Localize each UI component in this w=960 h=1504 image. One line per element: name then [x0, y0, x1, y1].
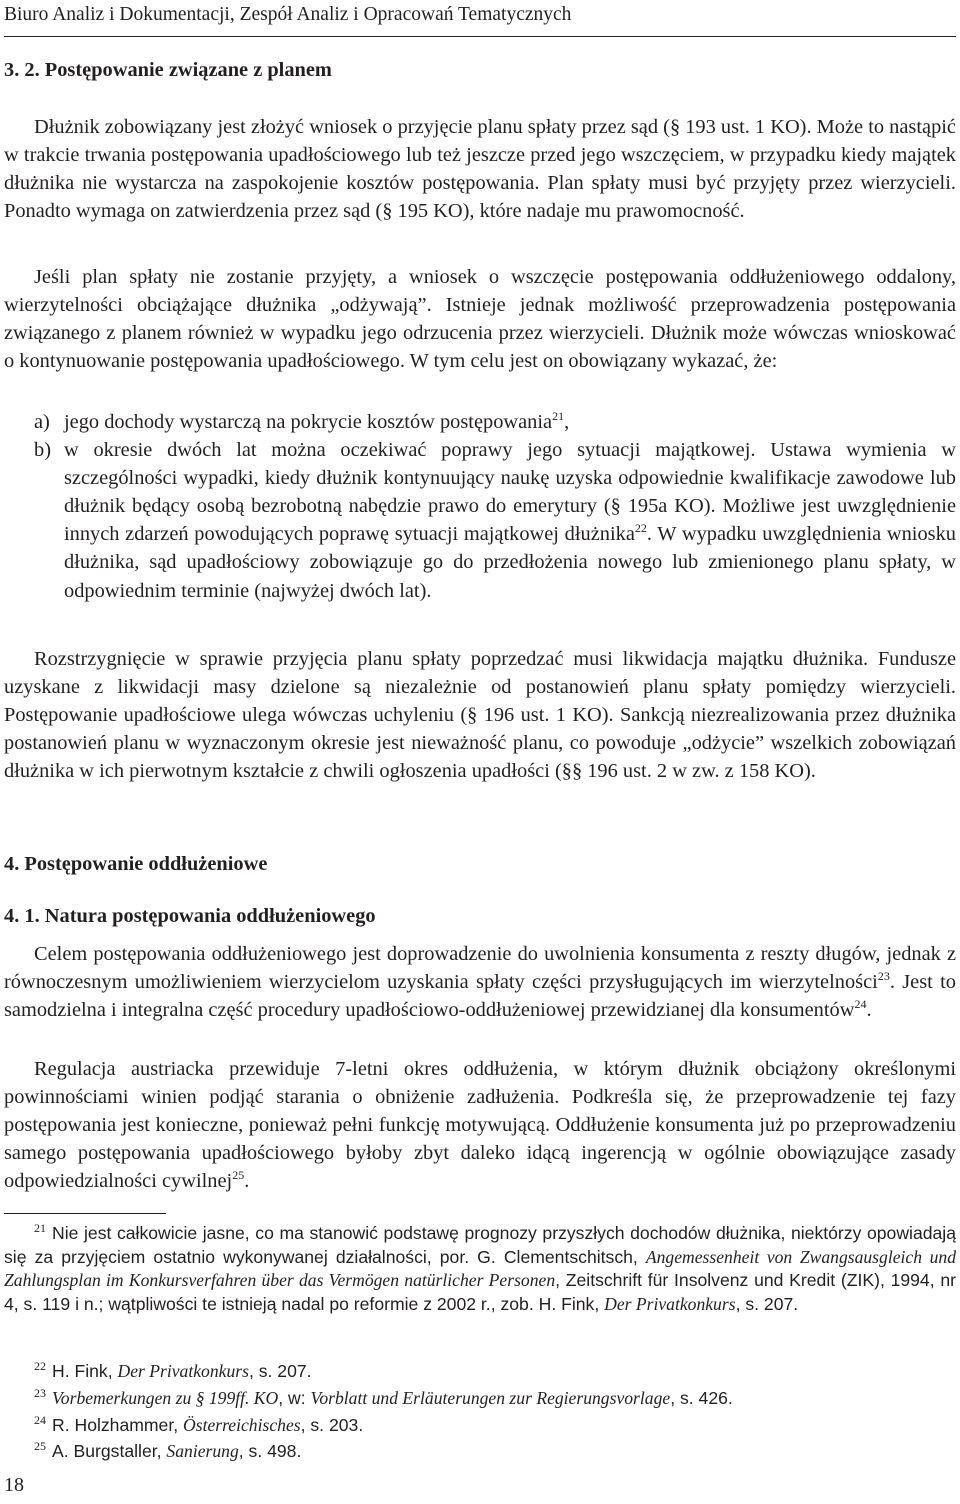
list-item-a: a) jego dochody wystarczą na pokrycie kosztów postępowania$^{21}$, — [4, 408, 956, 436]
header-title: Biuro Analiz i Dokumentacji, Zespół Analiz i Opracowań Tematycznych — [4, 4, 572, 25]
list-marker-b: b) — [34, 439, 51, 462]
paragraph-4-1-1: Celem postępowania oddłużeniowego jest doprowadzenie do uwolnienia konsumenta z reszty długów, jednak z równoczesnym umożliwieniem wierzycielom uzyskania spłaty części przysługujących im wierzytelności$^{23}$. Jest to samodzielna i integralna część procedury upadłościowo-oddłużeniowej przewidzianej dla konsumentów$^{24}$. — [4, 943, 956, 1022]
heading-4: 4. Postępowanie oddłużeniowe — [4, 853, 268, 875]
paragraph-4-1-2: Regulacja austriacka przewiduje 7-letni okres oddłużenia, w którym dłużnik obciążony określonymi powinnościami winien podjąć starania o obniżenie zadłużenia. Podkreśla się, że przeprowadzenie tej fazy postępowania jest konieczne, ponieważ pełni funkcję motywującą. Oddłużenie konsumenta już po przeprowadzeniu samego postępowania upadłościowego byłoby zbyt daleko idącą ingerencją w ogólnie obowiązujące zasady odpowiedzialności cywilnej$^{25}$. — [4, 1058, 956, 1193]
footnote-24: $^{24}$ R. Holzhammer, Österreichisches, s. 203. — [34, 1413, 364, 1435]
paragraph-3-2-1: Dłużnik zobowiązany jest złożyć wniosek o przyjęcie planu spłaty przez sąd (§ 193 ust. 1 KO). Może to nastąpić w trakcie trwania postępowania upadłościowego lub też jeszcze przed jego wszczęciem, w przypadku kiedy majątek dłużnika nie wystarcza na zaspokojenie kosztów postępowania. Plan spłaty musi być przyjęty przez wierzycieli. Ponadto wymaga on zatwierdzenia przez sąd (§ 195 KO), które nadaje mu prawomocność. — [4, 116, 956, 223]
footnote-ref-25: 25 — [232, 1168, 245, 1183]
footnote-ref-24: 24 — [854, 997, 867, 1012]
heading-3-2: 3. 2. Postępowanie związane z planem — [4, 59, 332, 81]
heading-4-1: 4. 1. Natura postępowania oddłużeniowego — [4, 905, 376, 927]
list-marker-a: a) — [34, 411, 50, 433]
footnote-ref-22: 22 — [634, 521, 647, 536]
footnote-21: $^{21}$ Nie jest całkowicie jasne, co ma stanowić podstawę prognozy przyszłych dochodów dłużnika, niektórzy opowiadają się za przyjęciem ostatnio wykonywanej działalności, por. G. Clementschitsch, Angemessenheit von Zwangsausgleich und Zahlungsplan im Konkursverfahren über das Vermögen natürlicher Personen, Zeitschrift für Insolvenz und Kredit (ZIK), 1994, nr 4, s. 119 i n.; wątpliwości te istnieją nadal po reformie z 2002 r., zob. H. Fink, Der Privatkonkurs, s. 207. — [4, 1221, 957, 1314]
paragraph-3-2-3: Rozstrzygnięcie w sprawie przyjęcia planu spłaty poprzedzać musi likwidacja majątku dłużnika. Fundusze uzyskane z likwidacji masy dzielone są niezależnie od postanowień planu spłaty pomiędzy wierzycieli. Postępowanie upadłościowe ulega wówczas uchyleniu (§ 196 ust. 1 KO). Sankcją niezrealizowania przez dłużnika postanowień planu w wyznaczonym okresie jest nieważność planu, co powoduje „odżycie” wszelkich zobowiązań dłużnika w ich pierwotnym kształcie z chwili ogłoszenia upadłości (§§ 196 ust. 2 w zw. z 158 KO). — [4, 648, 956, 783]
list-text-b: w okresie dwóch lat można oczekiwać poprawy jego sytuacji majątkowej. Ustawa wymienia w szczególności wypadki, kiedy dłużnik kontynuujący naukę uzyska odpowiednie kwalifikacje zawodowe lub dłużnik będący osobą bezrobotną nabędzie prawo do emerytury (§ 195a KO). Możliwe jest uwzględnienie innych zdarzeń powodujących poprawę sytuacji majątkowej dłużnika — [64, 439, 956, 546]
footnote-25: $^{25}$ A. Burgstaller, Sanierung, s. 498. — [34, 1439, 302, 1461]
list-item-b: b) w okresie dwóch lat można oczekiwać poprawy jego sytuacji majątkowej. Ustawa wymienia w szczególności wypadki, kiedy dłużnik kontynuujący naukę uzyska odpowiednie kwalifikacje zawodowe lub dłużnik będący osobą bezrobotną nabędzie prawo do emerytury (§ 195a KO). Możliwe jest uwzględnienie innych zdarzeń powodujących poprawę sytuacji majątkowej dłużnika$^{22}$. W wypadku uwzględnienia wniosku dłużnika, sąd upadłościowy zobowiązuje go do przedłożenia nowego lub zmienionego planu spłaty, w odpowiednim terminie (najwyżej dwóch lat). — [4, 436, 956, 605]
footnote-separator — [4, 1213, 166, 1214]
list-text-a: jego dochody wystarczą na pokrycie kosztów postępowania — [64, 411, 553, 433]
conditions-list — [4, 408, 956, 605]
paragraph-3-2-2: Jeśli plan spłaty nie zostanie przyjęty, a wniosek o wszczęcie postępowania oddłużeniowego oddalony, wierzytelności obciążające dłużnika „odżywają”. Istnieje jednak możliwość przeprowadzenia postępowania związanego z planem również w wypadku jego odrzucenia przez wierzycieli. Dłużnik może wówczas wnioskować o kontynuowanie postępowania upadłościowego. W tym celu jest on obowiązany wykazać, że: — [4, 266, 956, 373]
footnote-ref-23: 23 — [877, 969, 890, 984]
footnote-ref-21: 21 — [552, 409, 565, 423]
footnote-23: $^{23}$ Vorbemerkungen zu § 199ff. KO, w: Vorblatt und Erläuterungen zur Regierungsvorlage, s. 426. — [34, 1386, 733, 1408]
page-number: 18 — [4, 1474, 24, 1496]
running-header — [4, 2, 956, 37]
footnote-22: $^{22}$ H. Fink, Der Privatkonkurs, s. 207. — [34, 1359, 312, 1381]
